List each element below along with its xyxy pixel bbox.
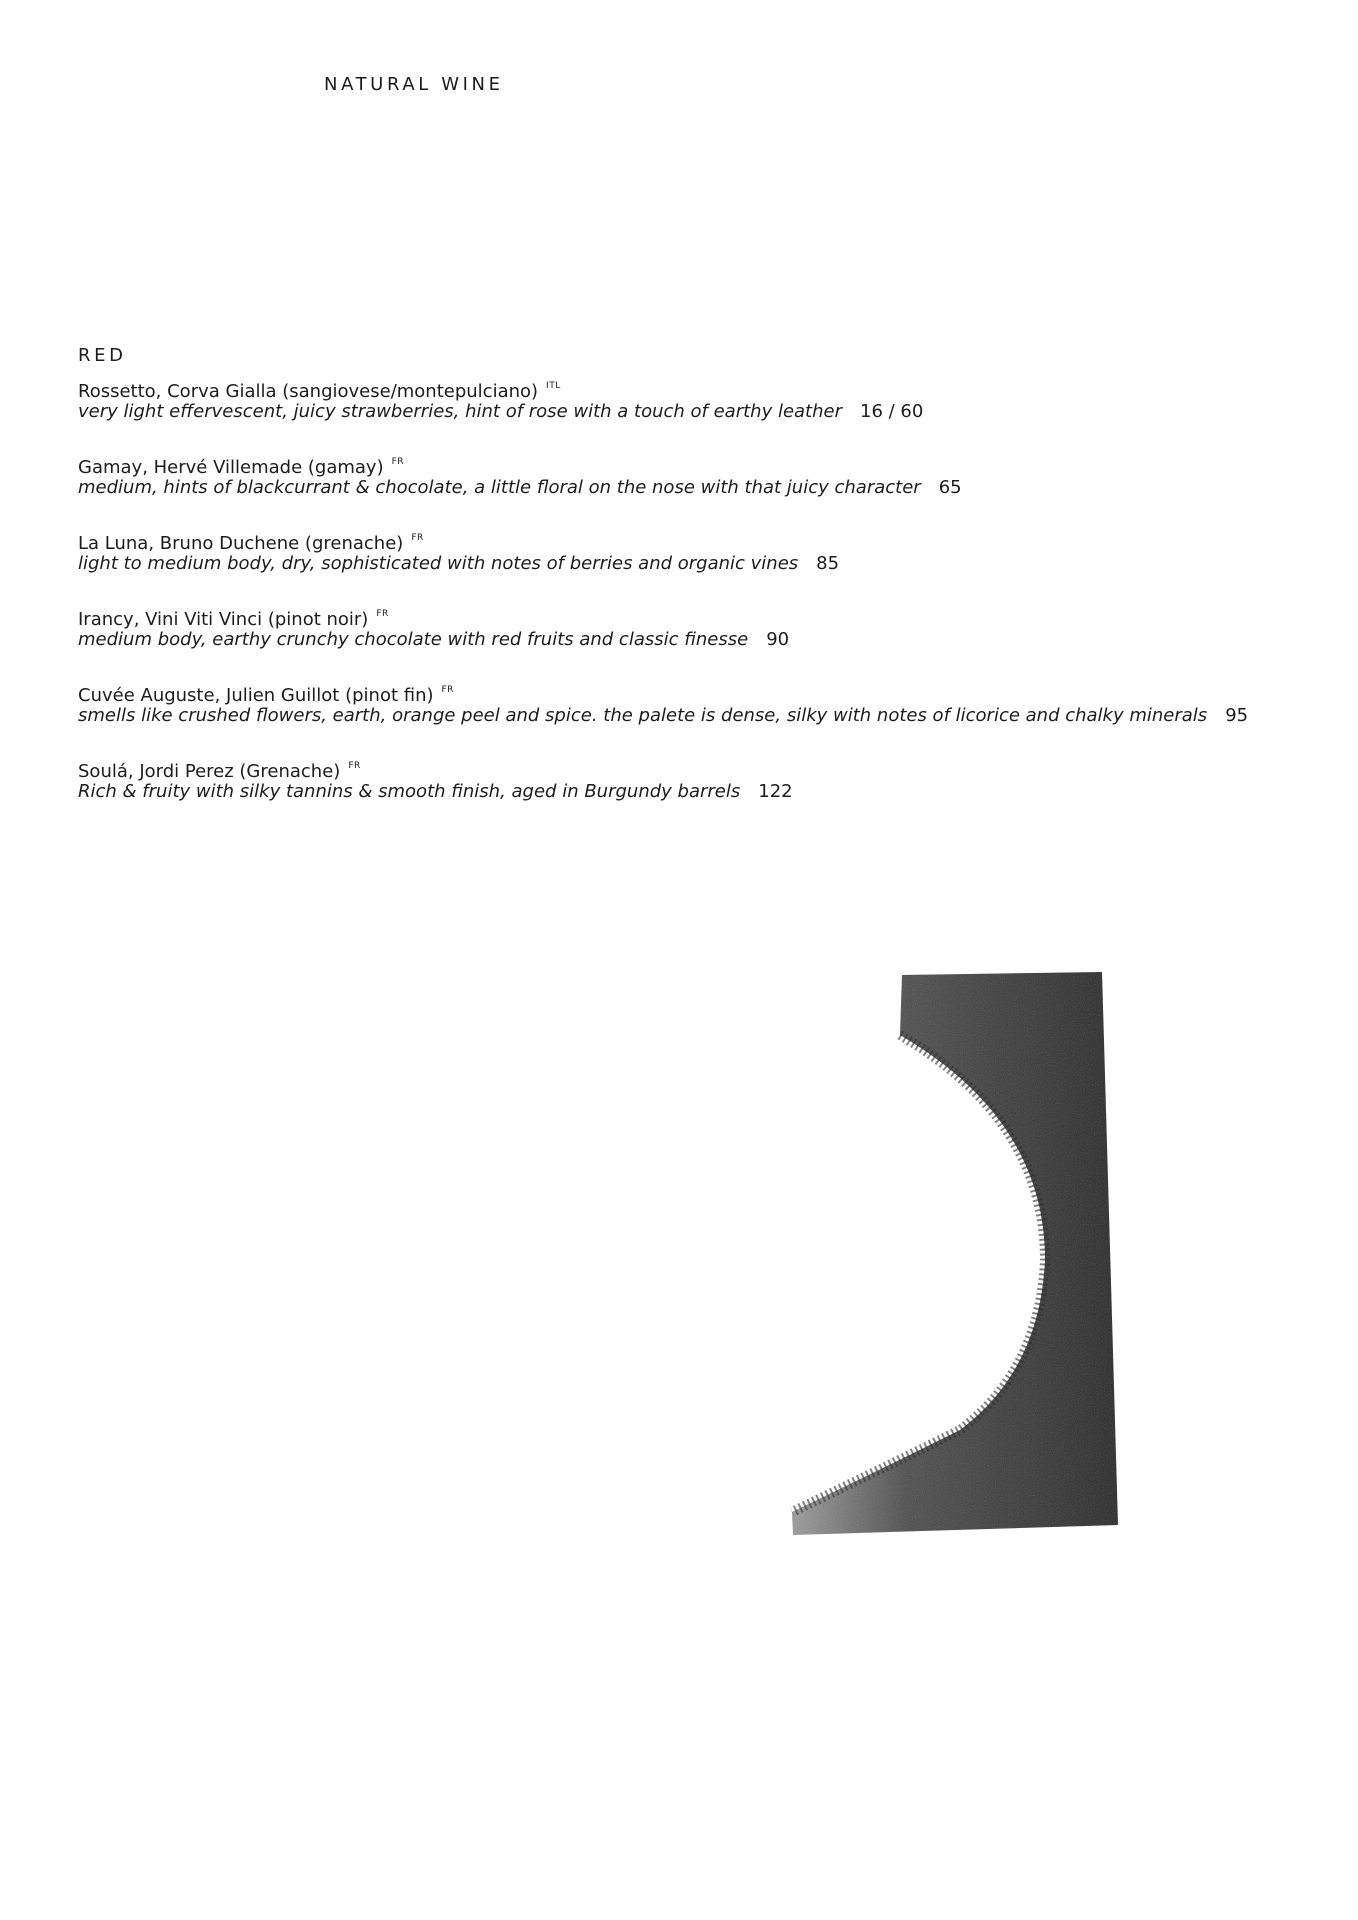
wine-origin: FR — [391, 457, 405, 467]
ink-brushstroke-artwork — [780, 960, 1140, 1560]
wine-name: Cuvée Auguste, Julien Guillot (pinot fin) — [78, 685, 434, 706]
section-heading: RED — [78, 345, 127, 366]
wine-item — [78, 754, 1318, 812]
wine-item — [78, 602, 1318, 660]
wine-name: Irancy, Vini Viti Vinci (pinot noir) — [78, 609, 369, 630]
wine-price: 65 — [938, 477, 962, 498]
wine-price: 122 — [758, 781, 793, 802]
wine-price: 95 — [1225, 705, 1249, 726]
wine-description: light to medium body, dry, sophisticated with notes of berries and organic vines — [78, 553, 799, 574]
wine-description: smells like crushed flowers, earth, orange peel and spice. the palete is dense, silky with notes of licorice and chalky minerals — [78, 705, 1208, 726]
wine-name: La Luna, Bruno Duchene (grenache) — [78, 533, 404, 554]
wine-origin: FR — [376, 609, 389, 619]
wine-description: medium body, earthy crunchy chocolate with red fruits and classic finesse — [78, 629, 749, 650]
wine-name: Rossetto, Corva Gialla (sangiovese/montepulciano) — [78, 381, 539, 402]
wine-item — [78, 526, 1318, 584]
wine-item — [78, 374, 1318, 432]
wine-item — [78, 450, 1318, 508]
wine-description: Rich & fruity with silky tannins & smooth finish, aged in Burgundy barrels — [78, 781, 741, 802]
wine-description: very light effervescent, juicy strawberries, hint of rose with a touch of earthy leather — [78, 401, 842, 422]
wine-price: 90 — [766, 629, 790, 650]
red-wine-section — [78, 344, 1318, 830]
wine-name: Soulá, Jordi Perez (Grenache) — [78, 761, 341, 782]
wine-origin: FR — [411, 533, 424, 543]
wine-price: 16 / 60 — [860, 401, 924, 422]
wine-origin: FR — [441, 685, 454, 695]
wine-origin: ITL — [546, 381, 561, 391]
wine-name: Gamay, Hervé Villemade (gamay) — [78, 457, 384, 478]
wine-item — [78, 678, 1318, 736]
wine-description: medium, hints of blackcurrant & chocolate, a little floral on the nose with that juicy character — [78, 477, 921, 498]
wine-price: 85 — [816, 553, 840, 574]
wine-origin: FR — [348, 761, 361, 771]
page-title: NATURAL WINE — [324, 74, 504, 95]
